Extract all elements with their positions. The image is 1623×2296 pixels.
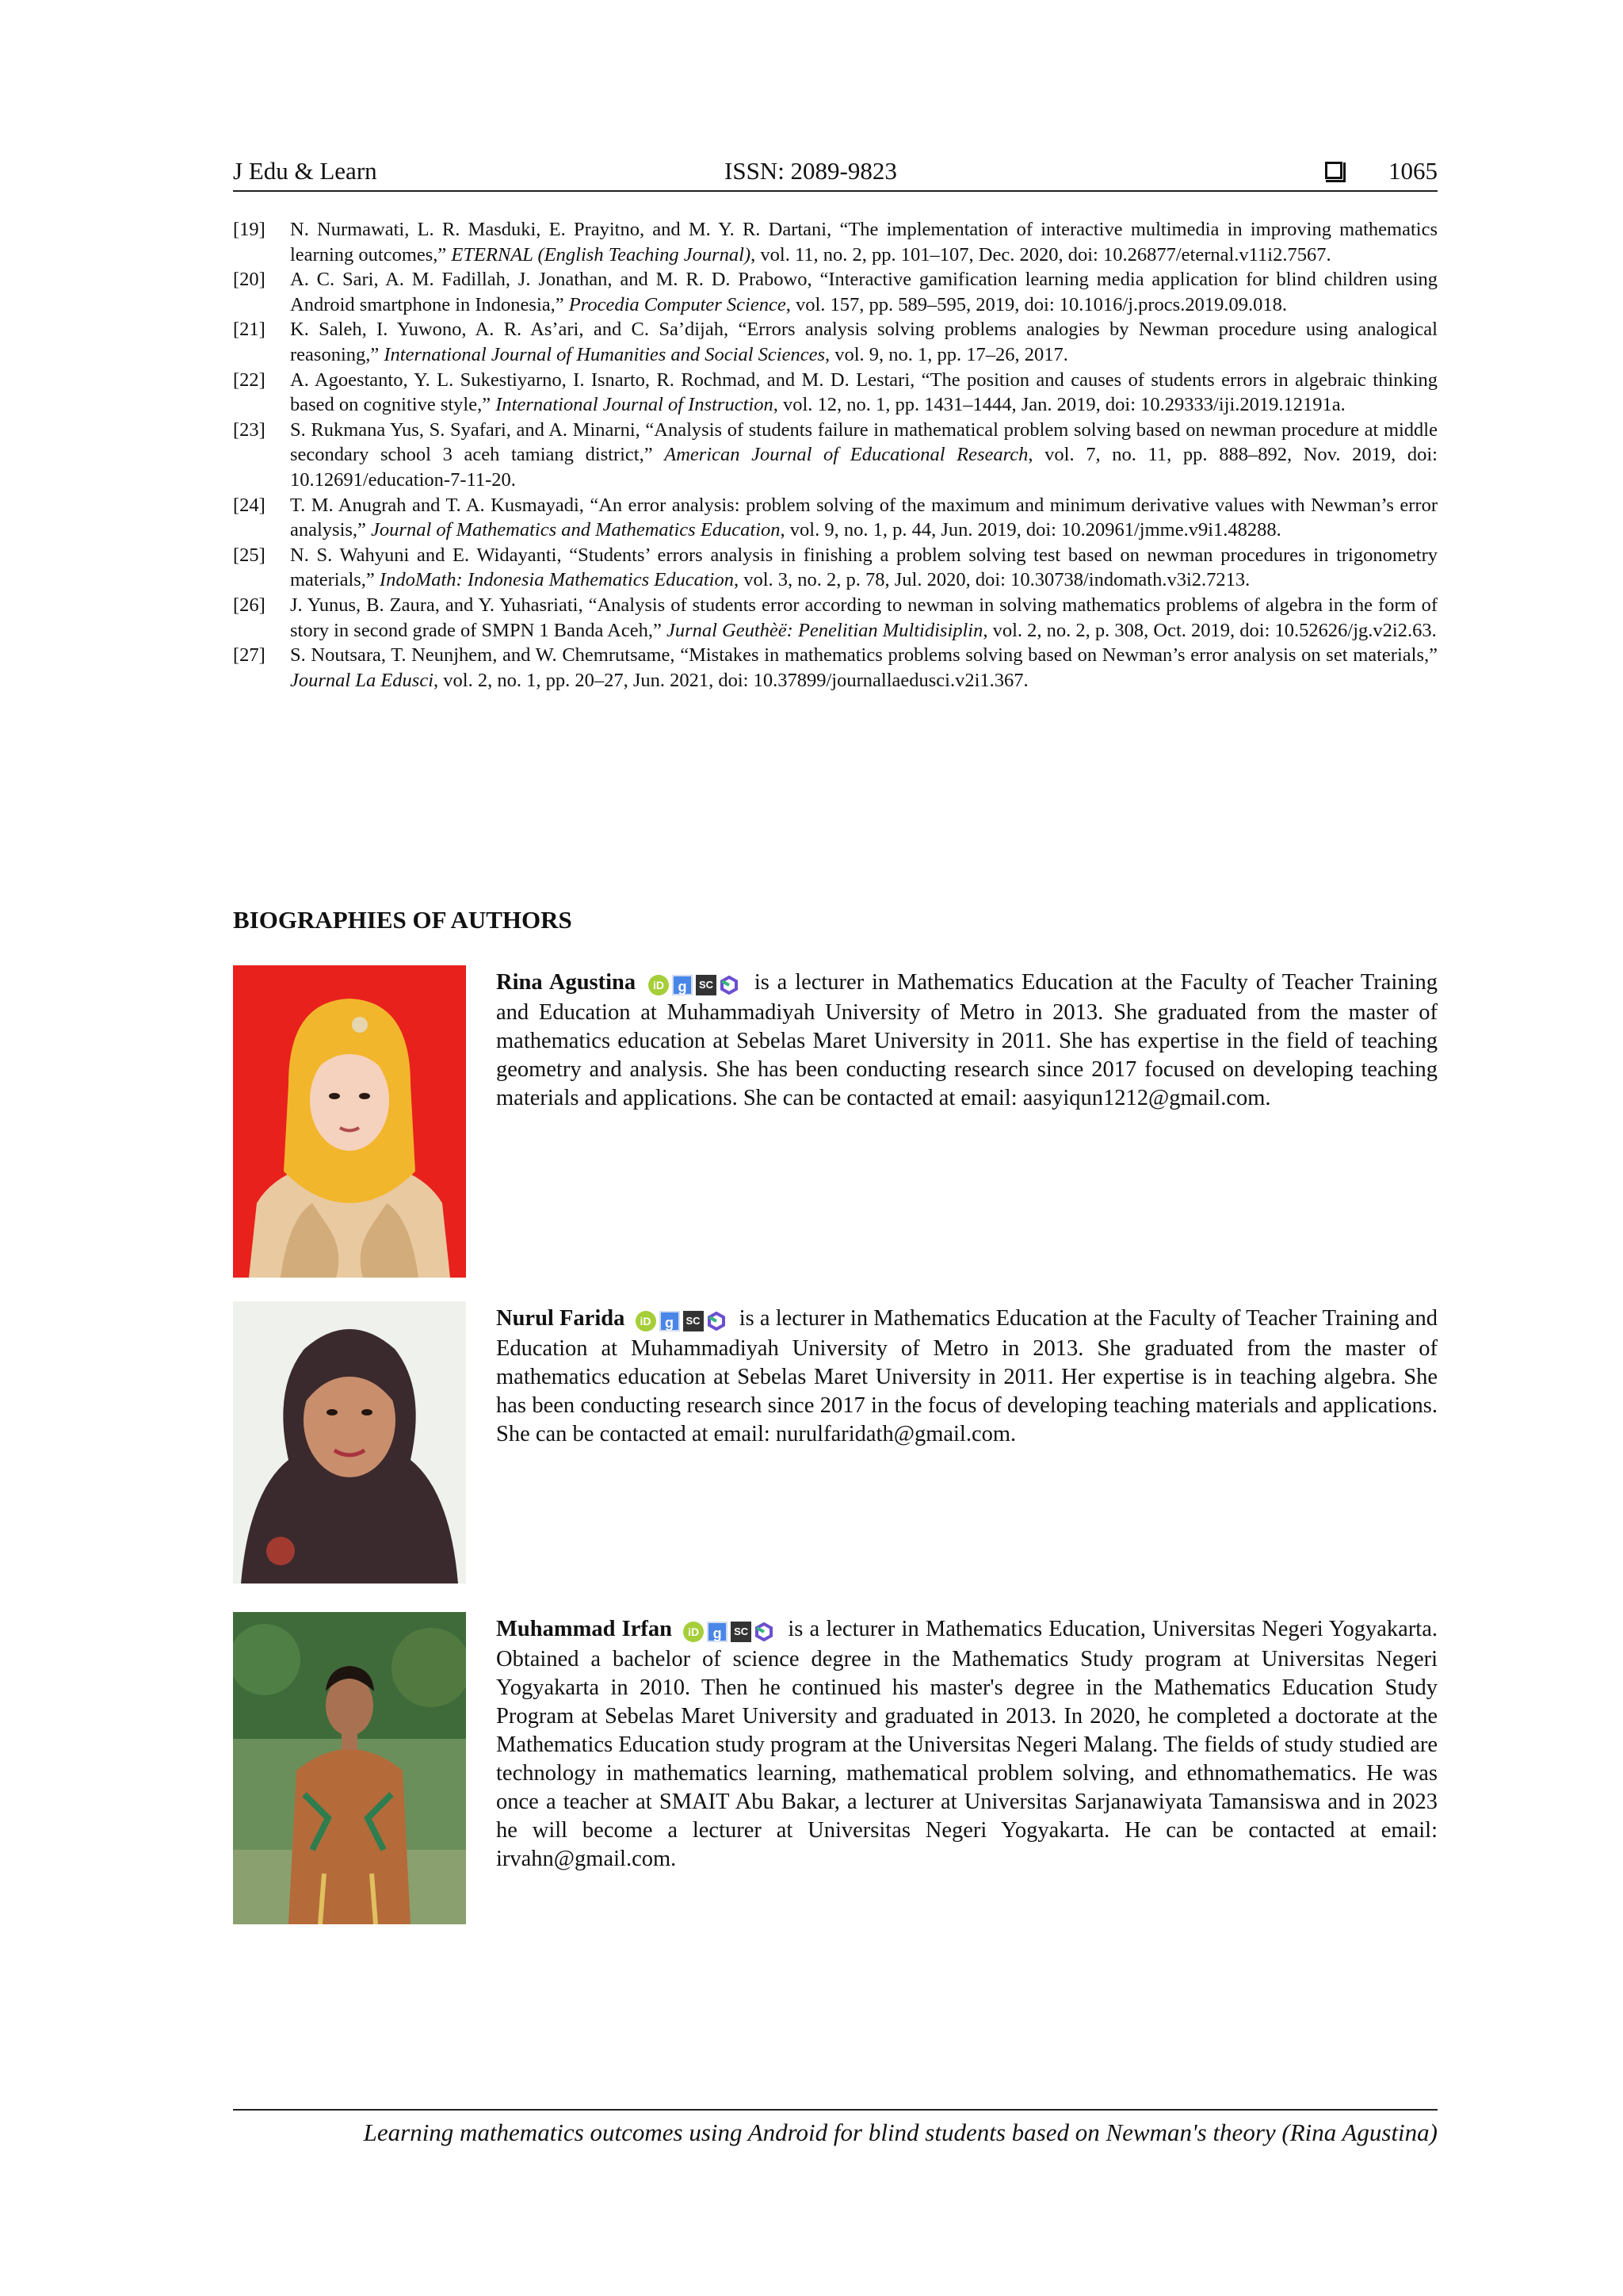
- author-bio-text: [496, 1305, 1438, 1449]
- author-description: is a lecturer in Mathematics Education at the Faculty of Teacher Training and Education at Muhammadiyah University of Metro in 2013. She graduated from the master of mathematics education at Sebelas Maret University in 2011. Her expertise is in teaching algebra. She has been conducting research since 2017 in the focus of developing teaching materials and applications. She can be contacted at email: nurulfaridath@gmail.com.: [496, 1306, 1438, 1446]
- reference-text: N. Nurmawati, L. R. Masduki, E. Prayitno, and M. Y. R. Dartani, “The implementation of interactive multimedia in improving mathematics learning outcomes,”: [290, 219, 1438, 266]
- reference-journal: International Journal of Humanities and Social Sciences: [384, 343, 825, 365]
- reference-text: S. Noutsara, T. Neunjhem, and W. Chemrutsame, “Mistakes in mathematics problems solving based on Newman’s error analysis on set materials,”: [290, 644, 1438, 667]
- author-bio: [233, 965, 1438, 1278]
- author-description: is a lecturer in Mathematics Education, Universitas Negeri Yogyakarta. Obtained a bachelor of science degree in the Mathematics Study program at Universitas Negeri Yogyakarta in 2010. Then he continued his master's degree in the Mathematics Education Study Program at Sebelas Maret University and graduated in 2013. In 2020, he completed a doctorate at the Mathematics Education study program at the Universitas Negeri Malang. The fields of study studied are technology in mathematics learning, mathematical problem solving, and ethnomathematics. He was once a teacher at SMAIT Abu Bakar, a lecturer at Universitas Sarjanawiyata Tamansiswa and in 2023 he will become a lecturer at Universitas Negeri Yogyakarta. He can be contacted at email: irvahn@gmail.com.: [496, 1617, 1438, 1871]
- reference-number: [22]: [233, 369, 265, 391]
- author-name: Muhammad Irfan: [496, 1617, 672, 1641]
- reference-number: [20]: [233, 269, 265, 291]
- profile-badges: [636, 1306, 729, 1335]
- google-scholar-icon[interactable]: g: [659, 1311, 680, 1331]
- reference-journal: ETERNAL (English Teaching Journal): [451, 243, 751, 266]
- reference-details: , vol. 157, pp. 589–595, 2019, doi: 10.1016/j.procs.2019.09.018.: [785, 293, 1287, 315]
- author-description: is a lecturer in Mathematics Education at the Faculty of Teacher Training and Education at Muhammadiyah University of Metro in 2013. She graduated from the master of mathematics education at Sebelas Maret University in 2011. She has expertise in the field of teaching geometry and analysis. She has been conducting research since 2017 focused on developing teaching materials and applications. She can be contacted at email: aasyiqun1212@gmail.com.: [496, 970, 1438, 1110]
- portrait-image: [233, 1301, 466, 1584]
- portrait-image: [233, 1612, 466, 1924]
- reference-text: T. M. Anugrah and T. A. Kusmayadi, “An error analysis: problem solving of the maximum and minimum derivative values with Newman’s error analysis,”: [290, 494, 1438, 541]
- author-photo: [233, 965, 466, 1278]
- publons-icon[interactable]: [707, 1312, 726, 1331]
- reference-text: A. Agoestanto, Y. L. Sukestiyarno, I. Isnarto, R. Rochmad, and M. D. Lestari, “The position and causes of students errors in algebraic thinking based on cognitive style,”: [290, 369, 1438, 416]
- reference-journal: Procedia Computer Science: [568, 293, 786, 315]
- reference-item: [233, 267, 1438, 317]
- reference-item: [233, 317, 1438, 367]
- author-name: Rina Agustina: [496, 970, 636, 995]
- section-heading-biographies: BIOGRAPHIES OF AUTHORS: [233, 906, 572, 934]
- orcid-icon[interactable]: iD: [683, 1622, 704, 1642]
- reference-journal: Journal La Edusci: [290, 669, 434, 691]
- scopus-icon[interactable]: SC: [683, 1311, 704, 1331]
- reference-details: , vol. 2, no. 2, p. 308, Oct. 2019, doi: 10.52626/jg.v2i2.63.: [983, 619, 1437, 641]
- reference-details: , vol. 3, no. 2, p. 78, Jul. 2020, doi: 10.30738/indomath.v3i2.7213.: [733, 569, 1251, 591]
- reference-item: [233, 643, 1438, 693]
- google-scholar-icon[interactable]: g: [707, 1622, 727, 1642]
- reference-text: N. S. Wahyuni and E. Widayanti, “Students’ errors analysis in finishing a problem solving test based on newman procedures in trigonometry materials,”: [290, 544, 1438, 591]
- reference-details: , vol. 9, no. 1, pp. 17–26, 2017.: [824, 343, 1068, 365]
- profile-badges: [683, 1617, 777, 1645]
- reference-details: , vol. 9, no. 1, p. 44, Jun. 2019, doi: 10.20961/jmme.v9i1.48288.: [780, 519, 1281, 541]
- reference-text: A. C. Sari, A. M. Fadillah, J. Jonathan, and M. R. D. Prabowo, “Interactive gamification learning media application for blind children using Android smartphone in Indonesia,”: [290, 269, 1438, 315]
- reference-item: [233, 593, 1438, 643]
- reference-number: [25]: [233, 544, 265, 566]
- reference-number: [21]: [233, 319, 265, 341]
- author-bio-text: [496, 1615, 1438, 1874]
- reference-item: [233, 543, 1438, 593]
- author-name: Nurul Farida: [496, 1306, 625, 1331]
- scopus-icon[interactable]: SC: [731, 1622, 751, 1642]
- checkbox-square-icon: [1325, 162, 1342, 179]
- reference-text: J. Yunus, B. Zaura, and Y. Yuhasriati, “Analysis of students error according to newman in solving mathematics problems of algebra in the form of story in second grade of SMPN 1 Banda Aceh,”: [290, 594, 1438, 641]
- reference-journal: IndoMath: Indonesia Mathematics Education: [379, 569, 734, 591]
- reference-journal: American Journal of Educational Research: [664, 444, 1029, 466]
- author-bio: [233, 1301, 1438, 1584]
- portrait-image: [233, 965, 466, 1278]
- page-number: 1065: [1388, 157, 1438, 185]
- reference-list: [233, 217, 1438, 693]
- scopus-icon[interactable]: SC: [696, 975, 716, 995]
- reference-text: S. Rukmana Yus, S. Syafari, and A. Minarni, “Analysis of students failure in mathematical problem solving based on newman procedure at middle secondary school 3 aceh tamiang district,”: [290, 418, 1438, 466]
- reference-number: [24]: [233, 494, 265, 516]
- reference-journal: Journal of Mathematics and Mathematics Education: [371, 519, 781, 541]
- running-footer: Learning mathematics outcomes using Android for blind students based on Newman's theory (Rina Agustina): [233, 2109, 1438, 2147]
- reference-details: , vol. 11, no. 2, pp. 101–107, Dec. 2020, doi: 10.26877/eternal.v11i2.7567.: [750, 243, 1331, 266]
- reference-item: [233, 493, 1438, 543]
- reference-item: [233, 368, 1438, 418]
- running-header: [233, 155, 1438, 192]
- author-photo: [233, 1612, 466, 1924]
- publons-icon[interactable]: [754, 1622, 773, 1641]
- publons-icon[interactable]: [720, 976, 739, 995]
- issn: ISSN: 2089-9823: [724, 157, 897, 185]
- author-photo: [233, 1301, 466, 1584]
- google-scholar-icon[interactable]: g: [672, 975, 693, 995]
- journal-abbrev: J Edu & Learn: [233, 157, 377, 185]
- reference-journal: Jurnal Geuthèë: Penelitian Multidisiplin: [666, 619, 983, 641]
- reference-text: K. Saleh, I. Yuwono, A. R. As’ari, and C. Sa’dijah, “Errors analysis solving problems analogies by Newman procedure using analogical reasoning,”: [290, 319, 1438, 365]
- reference-item: [233, 418, 1438, 493]
- author-bio: [233, 1612, 1438, 1924]
- author-bio-text: [496, 968, 1438, 1113]
- reference-number: [23]: [233, 418, 265, 441]
- reference-journal: International Journal of Instruction: [495, 394, 773, 416]
- reference-number: [27]: [233, 644, 265, 667]
- reference-details: , vol. 7, no. 11, pp. 888–892, Nov. 2019, doi: 10.12691/education-7-11-20.: [290, 444, 1438, 491]
- profile-badges: [648, 970, 742, 999]
- reference-details: , vol. 2, no. 1, pp. 20–27, Jun. 2021, doi: 10.37899/journallaedusci.v2i1.367.: [433, 669, 1029, 691]
- orcid-icon[interactable]: iD: [648, 975, 669, 995]
- reference-number: [26]: [233, 594, 265, 616]
- reference-number: [19]: [233, 219, 265, 240]
- reference-details: , vol. 12, no. 1, pp. 1431–1444, Jan. 2019, doi: 10.29333/iji.2019.12191a.: [773, 394, 1346, 416]
- reference-item: [233, 217, 1438, 267]
- orcid-icon[interactable]: iD: [636, 1311, 656, 1331]
